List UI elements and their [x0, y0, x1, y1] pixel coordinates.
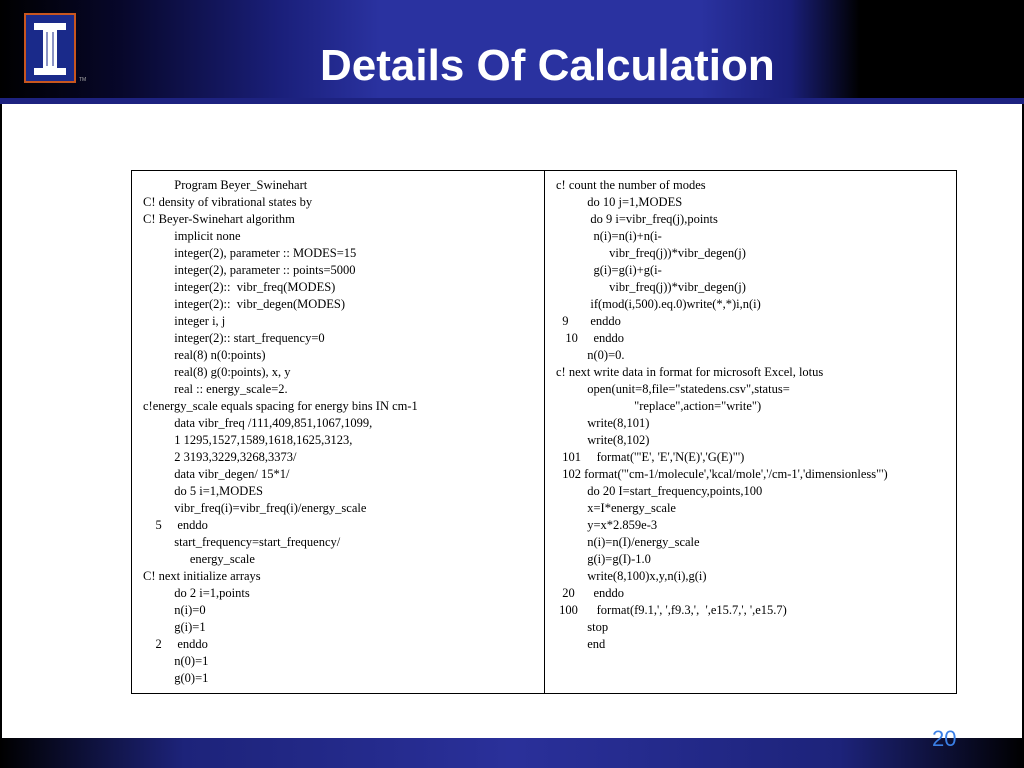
- title-bar: [0, 0, 1024, 98]
- code-table-divider: [544, 170, 545, 694]
- page-number: 20: [932, 726, 957, 751]
- code-left-column: Program Beyer_Swinehart C! density of vibrational states by C! Beyer-Swinehart algorithm implicit none integer(2), parameter :: MODES=15 integer(2), parameter :: points=5000 integer(2):: vibr_freq(MODES) integer(2):: vibr_degen(MODES) integer i, j integer(2):: start_frequency=0 real(8) n(0:points) real(8) g(0:points), x, y real :: energy_scale=2. c!energy_scale equals spacing for energy bins IN cm-1 data vibr_freq /111,409,851,1067,1099, 1 1295,1527,1589,1618,1625,3123, 2 3193,3229,3268,3373/ data vibr_degen/ 15*1/ do 5 i=1,MODES vibr_freq(i)=vibr_freq(i)/energy_scale 5 enddo start_frequency=start_frequency/ energy_scale C! next initialize arrays do 2 i=1,points n(i)=0 g(i)=1 2 enddo n(0)=1 g(0)=1: [143, 178, 418, 685]
- university-logo: [24, 13, 76, 83]
- slide-title: Details Of Calculation: [320, 41, 775, 90]
- code-right-column: c! count the number of modes do 10 j=1,MODES do 9 i=vibr_freq(j),points n(i)=n(i)+n(i- vibr_freq(j))*vibr_degen(j) g(i)=g(i)+g(i- vibr_freq(j))*vibr_degen(j) if(mod(i,500).eq.0)write(*,*)i,n(i) 9 enddo 10 enddo n(0)=0. c! next write data in format for microsoft Excel, lotus open(unit=8,file="statedens.csv",status= "replace",action="write") write(8,101) write(8,102) 101 format('"E', 'E','N(E)','G(E)"') 102 format('"cm-1/molecule','kcal/mole','/cm-1','dimensionless"') do 20 I=start_frequency,points,100 x=I*energy_scale y=x*2.859e-3 n(i)=n(I)/energy_scale g(i)=g(I)-1.0 write(8,100)x,y,n(i),g(i) 20 enddo 100 format(f9.1,', ',f9.3,', ',e15.7,', ',e15.7) stop end: [556, 178, 888, 651]
- block-i-icon: [26, 15, 74, 81]
- slide-border-left: [0, 104, 2, 738]
- header-underline: [0, 98, 1024, 104]
- trademark-mark: TM: [79, 77, 87, 83]
- footer-bar: [0, 738, 1024, 768]
